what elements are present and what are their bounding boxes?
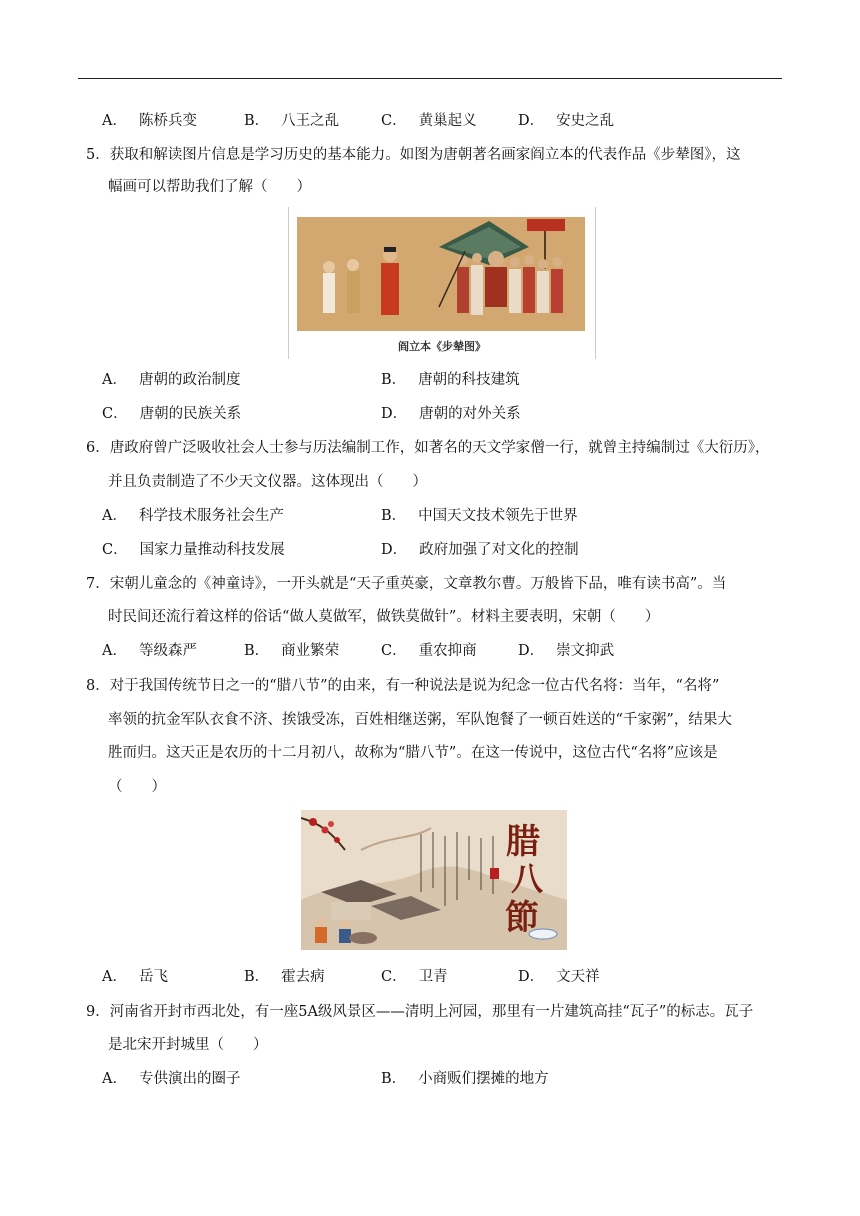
q5-option-d[interactable]: D． 唐朝的对外关系 [381,406,521,422]
q5-option-b[interactable]: B． 唐朝的科技建筑 [381,372,520,388]
q6-option-d[interactable]: D． 政府加强了对文化的控制 [381,542,579,558]
q9-stem-line-2: 是北宋开封城里（ ） [108,1037,268,1053]
q8-stem-line-2: 率领的抗金军队衣食不济、挨饿受冻，百姓相继送粥，军队饱餐了一顿百姓送的“千家粥”，结果大 [108,712,732,728]
q7-option-a[interactable]: A． 等级森严 [102,643,197,659]
laba-title-char-1: 腊 [506,822,540,862]
q4-option-b[interactable]: B． 八王之乱 [244,113,340,129]
q8-option-b[interactable]: B． 霍去病 [244,969,325,985]
laba-title-char-2: 八 [511,860,544,898]
q5-option-c[interactable]: C． 唐朝的民族关系 [102,406,242,422]
q8-option-d[interactable]: D． 文天祥 [518,969,600,985]
painting-caption: 阎立本《步辇图》 [398,340,486,353]
q9-stem-line-1: 9．河南省开封市西北处，有一座5A级风景区——清明上河园，那里有一片建筑高挂“瓦子”的标志。瓦子 [86,1004,754,1020]
laba-title-char-3: 節 [505,898,539,938]
q5-stem-line-1: 5．获取和解读图片信息是学习历史的基本能力。如图为唐朝著名画家阎立本的代表作品《步辇图》，这 [86,147,741,163]
q6-stem-line-1: 6．唐政府曾广泛吸收社会人士参与历法编制工作，如著名的天文学家僧一行，就曾主持编制过《大衍历》， [86,440,770,456]
q4-option-c[interactable]: C． 黄巢起义 [381,113,477,129]
q8-stem-line-3: 胜而归。这天正是农历的十二月初八，故称为“腊八节”。在这一传说中，这位古代“名将”应该是 [108,745,718,761]
q9-option-b[interactable]: B． 小商贩们摆摊的地方 [381,1071,549,1087]
q9-option-a[interactable]: A． 专供演出的圈子 [102,1071,241,1087]
q6-option-b[interactable]: B． 中国天文技术领先于世界 [381,508,578,524]
q7-stem-line-2: 时民间还流行着这样的俗话“做人莫做军，做铁莫做针”。材料主要表明，宋朝（ ） [108,609,660,625]
q6-option-c[interactable]: C． 国家力量推动科技发展 [102,542,285,558]
q4-option-a[interactable]: A． 陈桥兵变 [102,113,197,129]
laba-poster [301,810,567,950]
bunian-painting [289,207,595,359]
q7-stem-line-1: 7．宋朝儿童念的《神童诗》，一开头就是“天子重英豪，文章教尔曹。万般皆下品，唯有读书高”。当 [86,576,727,592]
q8-option-c[interactable]: C． 卫青 [381,969,448,985]
q8-stem-line-1: 8．对于我国传统节日之一的“腊八节”的由来，有一种说法是说为纪念一位古代名将：当年，“名将” [86,678,720,694]
q6-stem-line-2: 并且负责制造了不少天文仪器。这体现出（ ） [108,474,427,490]
q7-option-d[interactable]: D． 崇文抑武 [518,643,615,659]
q4-option-d[interactable]: D． 安史之乱 [518,113,615,129]
q8-option-a[interactable]: A． 岳飞 [102,969,168,985]
header-rule [78,78,782,79]
q5-stem-line-2: 幅画可以帮助我们了解（ ） [108,179,311,195]
q6-option-a[interactable]: A． 科学技术服务社会生产 [102,508,284,524]
q7-option-c[interactable]: C． 重农抑商 [381,643,477,659]
q8-stem-line-4: （ ） [108,779,166,795]
q7-option-b[interactable]: B． 商业繁荣 [244,643,340,659]
q5-option-a[interactable]: A． 唐朝的政治制度 [102,372,241,388]
painting-figure [288,207,596,359]
